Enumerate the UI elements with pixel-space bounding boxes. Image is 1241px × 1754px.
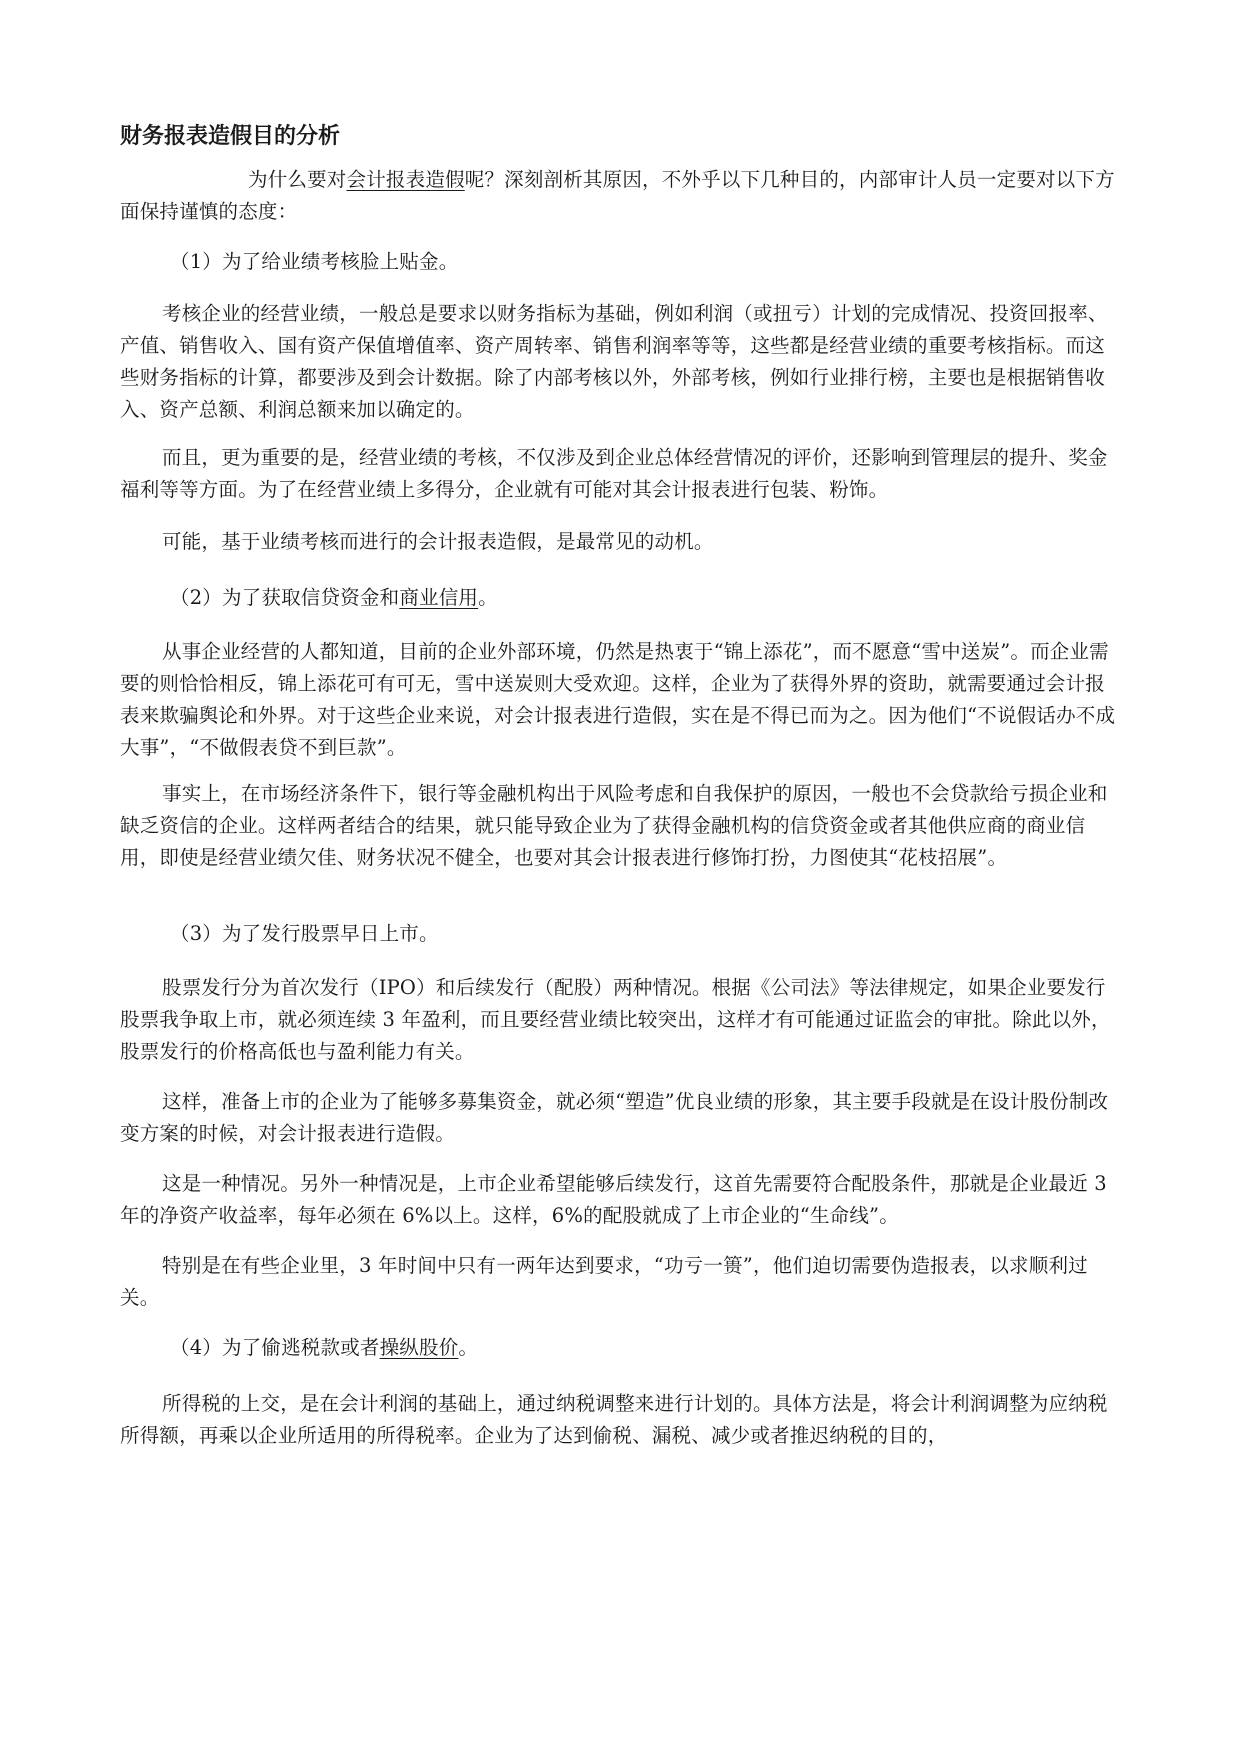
paragraph-7: 这样，准备上市的企业为了能够多募集资金，就必须“塑造”优良业绩的形象，其主要手段就是在设计股份制改变方案的时候，对会计报表进行造假。 — [120, 1090, 1109, 1145]
heading-4-text-b: 。 — [458, 1336, 479, 1359]
intro-text-b: 呢？深刻剖析其原因，不外乎以下几种目的，内部审计人员一定要对以下方面保持谨慎的态度： — [120, 168, 1115, 223]
paragraph-3: 可能，基于业绩考核而进行的会计报表造假，是最常见的动机。 — [162, 530, 714, 553]
stock-manipulation-link[interactable]: 操纵股价 — [379, 1336, 459, 1359]
heading-2-text-b: 。 — [478, 586, 498, 609]
commercial-credit-link[interactable]: 商业信用 — [399, 586, 479, 609]
paragraph-9: 特别是在有些企业里，3 年时间中只有一两年达到要求，“功亏一篑”，他们迫切需要伪造报表，以求顺利过关。 — [120, 1254, 1088, 1309]
heading-2-text-a: （2）为了获取信贷资金和 — [170, 586, 400, 609]
paragraph-1: 考核企业的经营业绩，一般总是要求以财务指标为基础，例如利润（或扭亏）计划的完成情况、投资回报率、产值、销售收入、国有资产保值增值率、资产周转率、销售利润率等等，这些都是经营业绩的重要考核指标。而这些财务指标的计算，都要涉及到会计数据。除了内部考核以外，外部考核，例如行业排行榜，主要也是根据销售收入、资产总额、利润总额来加以确定的。 — [120, 302, 1108, 421]
section-heading-1: （1）为了给业绩考核脸上贴金。 — [170, 250, 459, 273]
document-title: 财务报表造假目的分析 — [120, 124, 341, 149]
paragraph-6: 股票发行分为首次发行（IPO）和后续发行（配股）两种情况。根据《公司法》等法律规定，如果企业要发行股票我争取上市，就必须连续 3 年盈利，而且要经营业绩比较突出，这样才有可能通过证监会的审批。除此以外，股票发行的价格高低也与盈利能力有关。 — [120, 976, 1111, 1063]
accounting-fraud-link[interactable]: 会计报表造假 — [346, 168, 465, 191]
section-heading-4 — [120, 1332, 1122, 1364]
intro-text-a: 为什么要对 — [248, 168, 347, 191]
section-heading-3: （3）为了发行股票早日上市。 — [170, 922, 439, 945]
section-heading-2 — [120, 582, 1122, 614]
heading-4-text-a: （4）为了偷逃税款或者 — [170, 1336, 380, 1359]
paragraph-4: 从事企业经营的人都知道，目前的企业外部环境，仍然是热衷于“锦上添花”，而不愿意“雪中送炭”。而企业需要的则恰恰相反，锦上添花可有可无，雪中送炭则大受欢迎。这样，企业为了获得外界的资助，就需要通过会计报表来欺骗舆论和外界。对于这些企业来说，对会计报表进行造假，实在是不得已而为之。因为他们“不说假话办不成大事”，“不做假表贷不到巨款”。 — [120, 640, 1116, 759]
paragraph-10: 所得税的上交，是在会计利润的基础上，通过纳税调整来进行计划的。具体方法是，将会计利润调整为应纳税所得额，再乘以企业所适用的所得税率。企业为了达到偷税、漏税、减少或者推迟纳税的目的， — [120, 1392, 1108, 1447]
intro-paragraph — [120, 164, 1122, 228]
paragraph-8: 这是一种情况。另外一种情况是，上市企业希望能够后续发行，这首先需要符合配股条件，那就是企业最近 3 年的净资产收益率，每年必须在 6%以上。这样，6%的配股就成了上市企业的“生命线”。 — [120, 1172, 1107, 1227]
paragraph-5: 事实上，在市场经济条件下，银行等金融机构出于风险考虑和自我保护的原因，一般也不会贷款给亏损企业和缺乏资信的企业。这样两者结合的结果，就只能导致企业为了获得金融机构的信贷资金或者其他供应商的商业信用，即使是经营业绩欠佳、财务状况不健全，也要对其会计报表进行修饰打扮，力图使其“花枝招展”。 — [120, 782, 1108, 869]
paragraph-2: 而且，更为重要的是，经营业绩的考核，不仅涉及到企业总体经营情况的评价，还影响到管理层的提升、奖金福利等等方面。为了在经营业绩上多得分，企业就有可能对其会计报表进行包装、粉饰。 — [120, 446, 1108, 501]
